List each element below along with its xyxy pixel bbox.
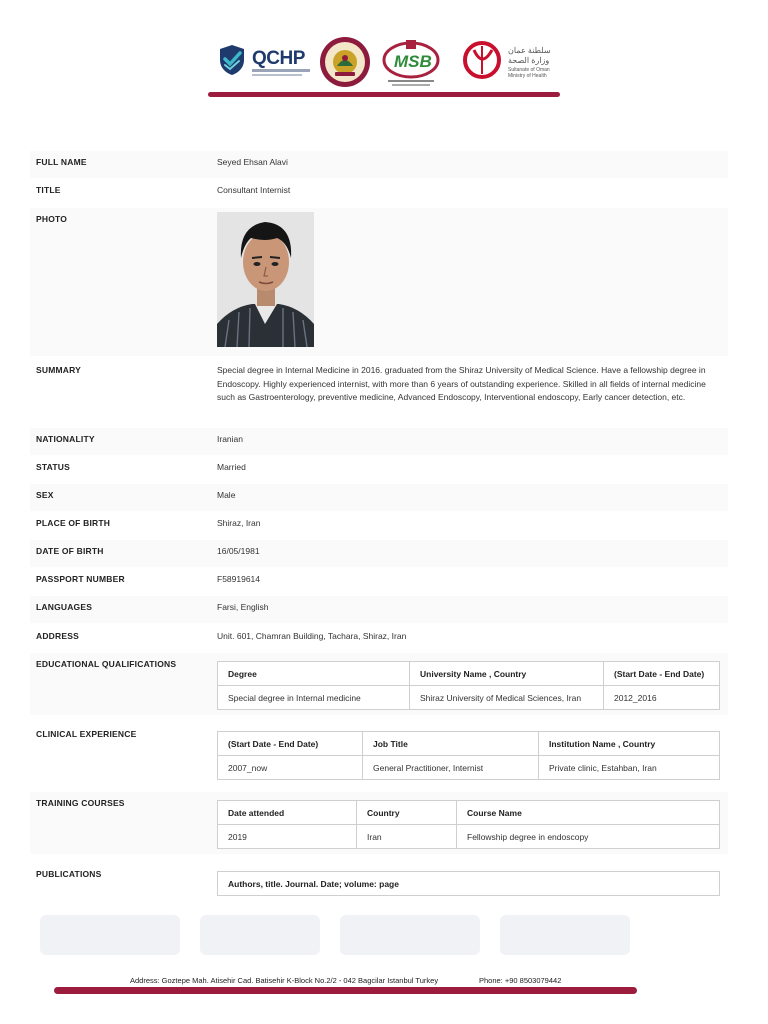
table-cell: 2019 (218, 825, 357, 849)
qchp-logo-text: QCHP (252, 48, 305, 69)
footer-divider (54, 987, 637, 994)
publications-label: PUBLICATIONS (36, 869, 102, 879)
profile-photo-image (217, 212, 314, 347)
table-header-cell: Country (357, 801, 457, 825)
row-publications (30, 863, 728, 903)
clinical-experience-label: CLINICAL EXPERIENCE (36, 729, 137, 739)
table-cell: General Practitioner, Internist (363, 756, 539, 780)
status-value: Married (217, 462, 246, 472)
training-courses-label: TRAINING COURSES (36, 798, 125, 808)
oman-english-line2: Ministry of Health (508, 73, 547, 79)
row-clinical-experience (30, 723, 728, 785)
languages-label: LANGUAGES (36, 602, 93, 612)
date-of-birth-label: DATE OF BIRTH (36, 546, 104, 556)
table-header-cell: Institution Name , Country (539, 732, 720, 756)
row-place-of-birth (30, 512, 728, 539)
clinical-experience-table (217, 731, 720, 780)
row-nationality (30, 428, 728, 455)
passport-label: PASSPORT NUMBER (36, 574, 125, 584)
summary-value: Special degree in Internal Medicine in 2016. graduated from the Shiraz University of Medical Science. Have a fellowship degree in Endoscopy. Highly experienced internist, with more than 6 years of outstanding experience. Skilled in all fields of internal medicine such as Gastroenterology, preventive medicine, Advanced Endoscopy, Interventional endoscopy, Early cancer detection, etc. (217, 365, 706, 402)
training-courses-table (217, 800, 720, 849)
footer-phone: Phone: +90 8503079442 (479, 976, 562, 985)
table-header-cell: (Start Date - End Date) (218, 732, 363, 756)
footer-address: Address: Goztepe Mah. Atisehir Cad. Batisehir K-Block No.2/2 - 042 Bagcilar Istanbul Turkey (130, 976, 439, 985)
full-name-value: Seyed Ehsan Alavi (217, 157, 288, 167)
table-header-cell: (Start Date - End Date) (604, 662, 720, 686)
row-training-courses (30, 792, 728, 854)
table-cell: 2007_now (218, 756, 363, 780)
oman-moh-logo (462, 36, 554, 88)
row-sex (30, 484, 728, 511)
profile-photo (217, 212, 314, 347)
row-languages (30, 596, 728, 623)
place-of-birth-value: Shiraz, Iran (217, 518, 261, 528)
table-header-row (218, 801, 720, 825)
full-name-label: FULL NAME (36, 157, 87, 167)
table-row (218, 756, 720, 780)
footer-watermark (40, 905, 640, 965)
table-header-row (218, 732, 720, 756)
oman-arabic-line2: وزارة الصحة (508, 56, 550, 65)
sex-label: SEX (36, 490, 54, 500)
nationality-label: NATIONALITY (36, 434, 95, 444)
place-of-birth-label: PLACE OF BIRTH (36, 518, 111, 528)
table-cell: Private clinic, Estahban, Iran (539, 756, 720, 780)
table-header-cell: Degree (218, 662, 410, 686)
summary-label: SUMMARY (36, 365, 81, 375)
row-full-name (30, 151, 728, 178)
table-cell: Iran (357, 825, 457, 849)
table-header-row (218, 662, 720, 686)
education-label: EDUCATIONAL QUALIFICATIONS (36, 659, 177, 669)
title-label: TITLE (36, 185, 61, 195)
table-cell: Shiraz University of Medical Sciences, Iran (410, 686, 604, 710)
row-passport (30, 568, 728, 595)
languages-value: Farsi, English (217, 602, 269, 612)
row-education (30, 653, 728, 715)
row-photo (30, 208, 728, 356)
header-divider (208, 92, 560, 97)
row-address (30, 625, 728, 652)
table-header-cell: Authors, title. Journal. Date; volume: page (218, 872, 720, 896)
msb-logo (382, 36, 440, 88)
sex-value: Male (217, 490, 236, 500)
row-title (30, 179, 728, 206)
date-of-birth-value: 16/05/1981 (217, 546, 260, 556)
nationality-value: Iranian (217, 434, 243, 444)
table-header-cell: Job Title (363, 732, 539, 756)
table-header-cell: Course Name (457, 801, 720, 825)
passport-value: F58919614 (217, 574, 261, 584)
row-date-of-birth (30, 540, 728, 567)
education-table (217, 661, 720, 710)
table-cell: 2012_2016 (604, 686, 720, 710)
address-label: ADDRESS (36, 631, 79, 641)
table-header-cell: University Name , Country (410, 662, 604, 686)
msb-emblem-icon (382, 36, 440, 88)
table-row (218, 686, 720, 710)
photo-label: PHOTO (36, 214, 68, 224)
qatar-seal-logo (318, 36, 372, 88)
qchp-logo (216, 36, 312, 88)
row-status (30, 456, 728, 483)
svg-text:MSB: MSB (394, 52, 432, 71)
address-value: Unit. 601, Chamran Building, Tachara, Shiraz, Iran (217, 631, 407, 641)
qatar-seal-icon (318, 36, 372, 88)
publications-table (217, 871, 720, 896)
table-header-cell: Date attended (218, 801, 357, 825)
qchp-shield-icon (218, 44, 246, 76)
table-cell: Fellowship degree in endoscopy (457, 825, 720, 849)
table-cell: Special degree in Internal medicine (218, 686, 410, 710)
oman-moh-icon (462, 36, 506, 88)
header-logos (216, 36, 556, 88)
row-summary (30, 359, 728, 425)
oman-arabic-line1: سلطنة عمان (508, 46, 551, 55)
oman-english-line1: Sultanate of Oman (508, 67, 550, 73)
status-label: STATUS (36, 462, 70, 472)
title-value: Consultant Internist (217, 185, 291, 195)
table-row (218, 825, 720, 849)
table-header-row (218, 872, 720, 896)
